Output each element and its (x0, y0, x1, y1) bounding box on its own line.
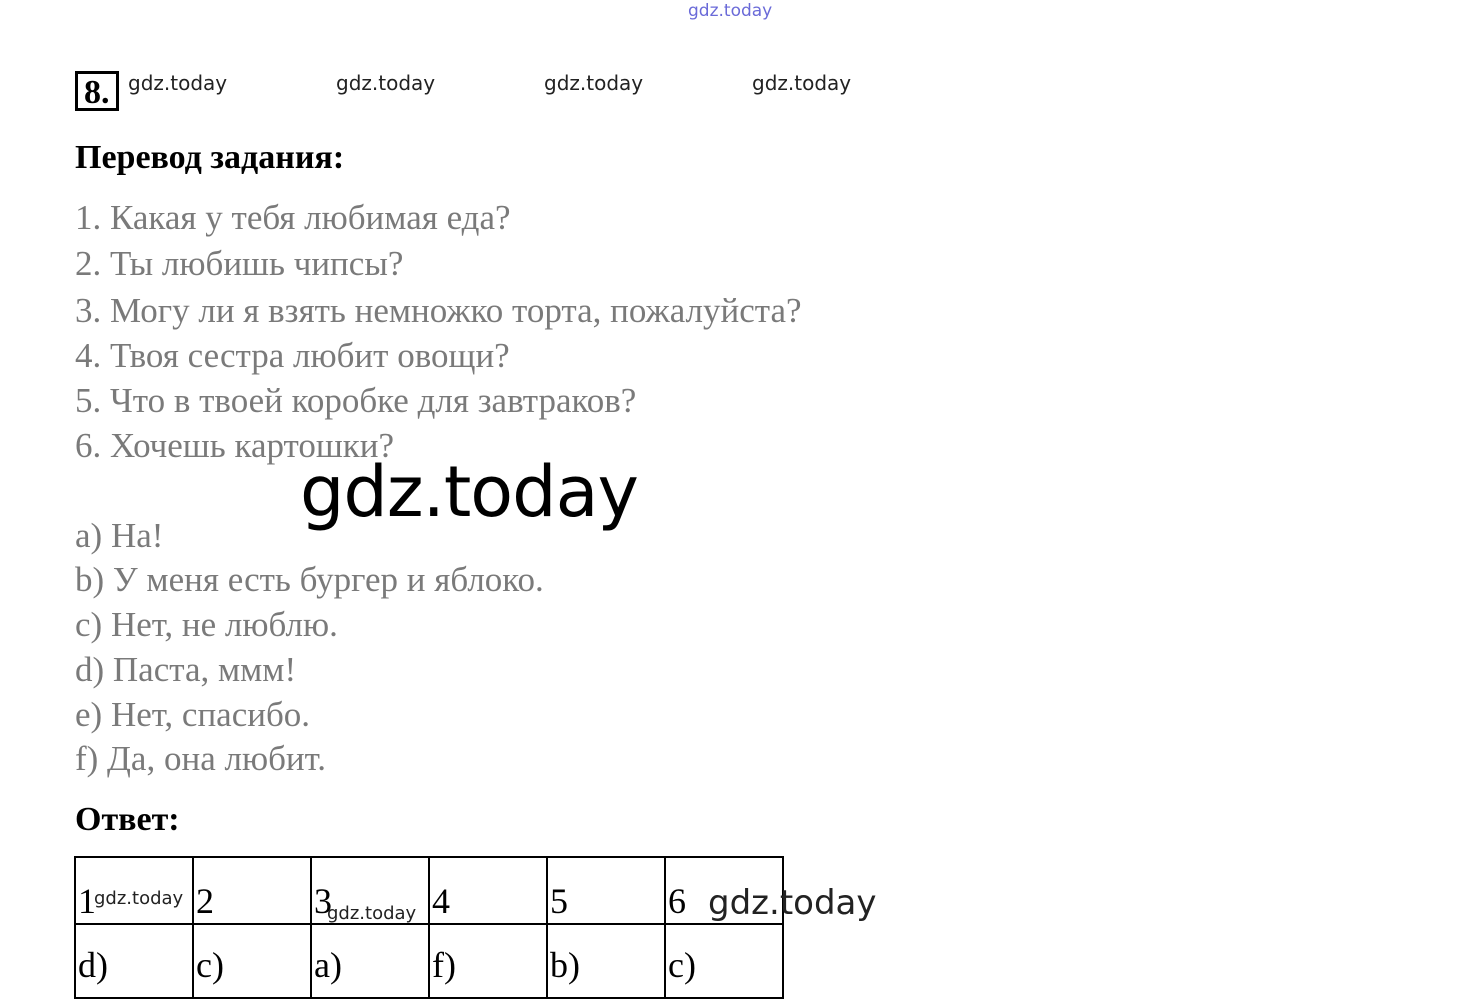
answer-number-cell (75, 857, 193, 924)
question-5: 5. Что в твоей коробке для завтраков? (75, 381, 637, 420)
watermark-row-2: gdz.today (336, 71, 436, 95)
response-d: d) Паста, ммм! (75, 650, 297, 689)
answer-number: 2 (196, 881, 214, 921)
watermark-cell-1: gdz.today (94, 888, 184, 909)
question-2: 2. Ты любишь чипсы? (75, 244, 404, 283)
watermark-cell-3: gdz.today (327, 903, 417, 924)
response-e: e) Нет, спасибо. (75, 695, 311, 734)
response-b: b) У меня есть бургер и яблоко. (75, 560, 544, 599)
answer-heading: Ответ: (75, 801, 180, 838)
task-number: 8. (75, 71, 119, 111)
answer-letter-cell: c) (665, 924, 783, 998)
answer-number: 3 (314, 881, 332, 921)
answer-number-cell (193, 857, 311, 924)
answer-letter-cell: f) (429, 924, 547, 998)
answer-letter-cell: a) (311, 924, 429, 998)
translation-heading: Перевод задания: (75, 139, 345, 176)
question-3: 3. Могу ли я взять немножко торта, пожалуйста? (75, 291, 802, 330)
watermark-large: gdz.today (300, 451, 638, 533)
watermark-top: gdz.today (688, 1, 773, 21)
watermark-table: gdz.today (708, 883, 877, 923)
question-4: 4. Твоя сестра любит овощи? (75, 336, 510, 375)
answer-table (74, 856, 784, 999)
answer-letter-row (75, 924, 783, 998)
answer-number-cell (429, 857, 547, 924)
answer-number: 1 (78, 881, 96, 921)
answer-letter-cell: d) (75, 924, 193, 998)
watermark-row-4: gdz.today (752, 71, 852, 95)
answer-number: 4 (432, 881, 450, 921)
response-a: a) На! (75, 516, 164, 555)
answer-number-cell (311, 857, 429, 924)
question-6: 6. Хочешь картошки? (75, 426, 395, 465)
question-1: 1. Какая у тебя любимая еда? (75, 198, 511, 237)
response-f: f) Да, она любит. (75, 739, 327, 778)
answer-letter-cell: c) (193, 924, 311, 998)
answer-number: 6 (668, 881, 686, 921)
answer-number-row (75, 857, 783, 924)
answer-number: 5 (550, 881, 568, 921)
response-c: c) Нет, не люблю. (75, 605, 338, 644)
answer-letter-cell: b) (547, 924, 665, 998)
watermark-row-1: gdz.today (128, 71, 228, 95)
answer-number-cell (547, 857, 665, 924)
watermark-row-3: gdz.today (544, 71, 644, 95)
